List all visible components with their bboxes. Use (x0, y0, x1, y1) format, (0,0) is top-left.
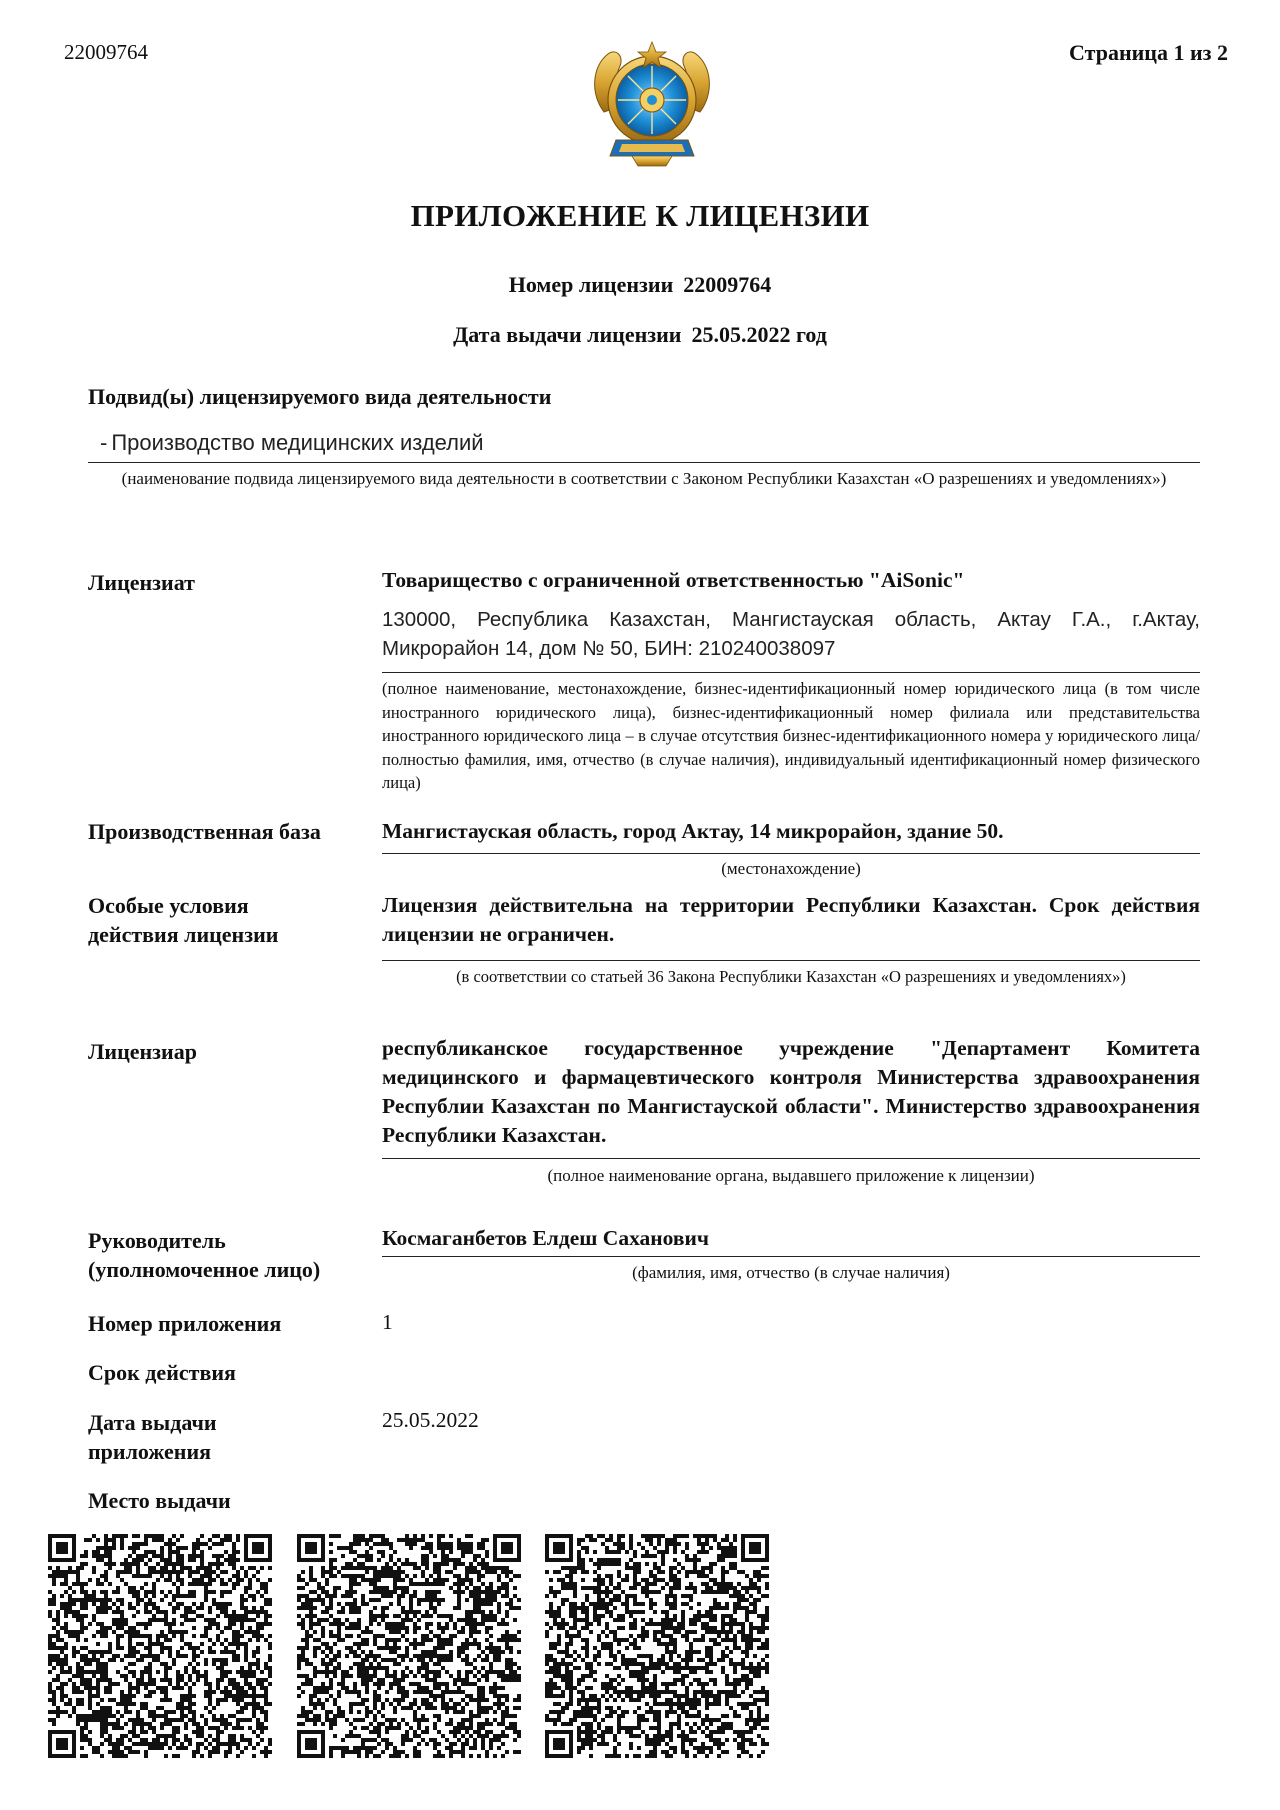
document-number: 22009764 (64, 40, 148, 64)
appendix-date-value: 25.05.2022 (382, 1408, 479, 1432)
licensee-label: Лицензиат (88, 570, 195, 595)
license-number-line (0, 272, 1280, 298)
head-value: Космаганбетов Елдеш Саханович (382, 1226, 710, 1250)
subtype-value-row (100, 430, 484, 456)
page-title: ПРИЛОЖЕНИЕ К ЛИЦЕНЗИИ (410, 198, 870, 233)
license-number-value: 22009764 (683, 272, 772, 297)
production-base-value: Мангистауская область, город Актау, 14 микрорайон, здание 50. (382, 819, 1004, 843)
head-label-line2: (уполномоченное лицо) (88, 1257, 321, 1282)
special-conditions-label (88, 891, 278, 949)
divider (88, 462, 1200, 463)
special-conditions-label-line2: действия лицензии (88, 922, 279, 947)
divider (382, 853, 1200, 854)
head-label-line1: Руководитель (88, 1228, 226, 1253)
issue-date-value: 25.05.2022 год (691, 322, 827, 347)
special-conditions-label-line1: Особые условия (88, 893, 249, 918)
kazakhstan-state-emblem-icon (586, 34, 718, 170)
divider (382, 960, 1200, 961)
head-label (88, 1226, 320, 1284)
divider (382, 672, 1200, 673)
appendix-date-label-line1: Дата выдачи (88, 1410, 217, 1435)
appendix-number-value: 1 (382, 1310, 393, 1334)
divider (382, 1158, 1200, 1159)
special-conditions-value: Лицензия действительна на территории Республики Казахстан. Срок действия лицензии не ограничен. (382, 893, 1200, 946)
subtype-heading: Подвид(ы) лицензируемого вида деятельности (88, 384, 552, 409)
qr-code-icon (297, 1534, 521, 1758)
page-indicator: Страница 1 из 2 (1069, 40, 1228, 65)
production-base-note: (местонахождение) (721, 859, 861, 878)
head-note: (фамилия, имя, отчество (в случае наличия) (632, 1263, 950, 1282)
appendix-number-label: Номер приложения (88, 1311, 282, 1336)
licensor-note: (полное наименование органа, выдавшего приложение к лицензии) (547, 1166, 1035, 1185)
place-label: Место выдачи (88, 1488, 231, 1513)
divider (382, 1256, 1200, 1257)
subtype-dash: - (100, 430, 108, 455)
subtype-note: (наименование подвида лицензируемого вида деятельности в соответствии с Законом Республики Казахстан «О разрешениях и уведомлениях») (121, 469, 1167, 488)
appendix-date-label (88, 1408, 217, 1466)
qr-code-icon (545, 1534, 769, 1758)
qr-code-icon (48, 1534, 272, 1758)
issue-date-label: Дата выдачи лицензии (453, 322, 682, 347)
licensee-name: Товарищество с ограниченной ответственностью "AiSonic" (382, 568, 965, 592)
issue-date-line (0, 322, 1280, 348)
validity-label: Срок действия (88, 1360, 236, 1385)
production-base-label: Производственная база (88, 819, 321, 844)
subtype-value: Производство медицинских изделий (111, 430, 484, 455)
licensee-address: 130000, Республика Казахстан, Мангистауская область, Актау Г.А., г.Актау, Микрорайон 14, дом № 50, БИН: 210240038097 (382, 608, 1200, 660)
licensor-value: республиканское государственное учреждение "Департамент Комитета медицинского и фармацевтического контроля Министерства здравоохранения Республии Казахстан по Мангистауской области". Министерство здравоохранения Республики Казахстан. (382, 1036, 1200, 1147)
license-number-label: Номер лицензии (508, 272, 674, 297)
special-conditions-note: (в соответствии со статьей 36 Закона Республики Казахстан «О разрешениях и уведомлениях») (456, 967, 1126, 986)
appendix-date-label-line2: приложения (88, 1439, 212, 1464)
licensor-label: Лицензиар (88, 1039, 197, 1064)
licensee-note: (полное наименование, местонахождение, бизнес-идентификационный номер юридического лица (в том числе иностранного юридического лица), бизнес-идентификационный номер филиала или представительства иностранного юридического лица – в случае отсутствия бизнес-идентификационного номера у юридического лица/полностью фамилия, имя, отчество (в случае наличия), индивидуальный идентификационный номер физического лица) (382, 679, 1200, 792)
